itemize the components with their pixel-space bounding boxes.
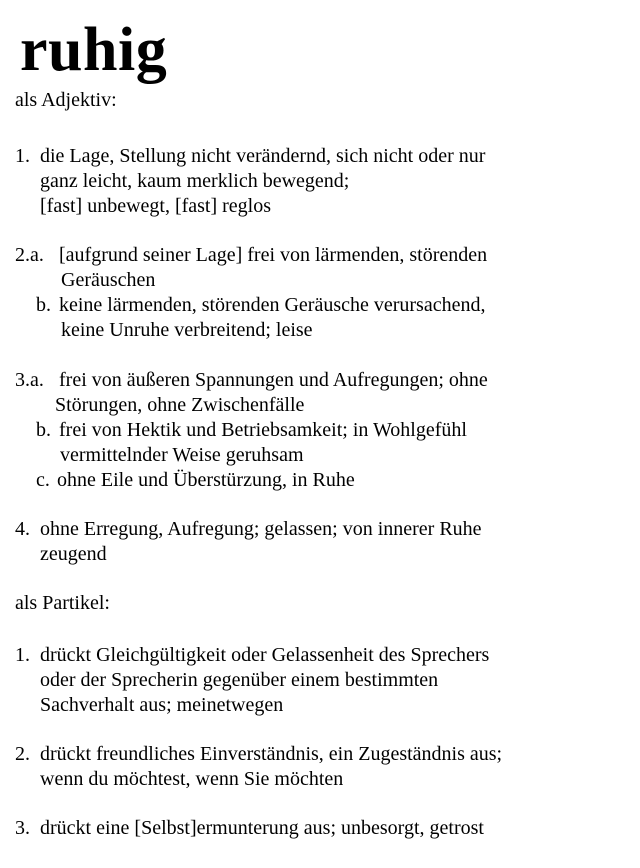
- adjective-sense-2a: [15, 243, 625, 293]
- sense-line: ohne Eile und Überstürzung, in Ruhe: [57, 469, 355, 491]
- particle-sense-3: [15, 816, 625, 841]
- sense-line: oder der Sprecherin gegenüber einem bestimmten: [40, 669, 439, 691]
- adjective-sense-3c: [36, 468, 626, 493]
- adjective-sense-1: [15, 144, 625, 219]
- sense-line: wenn du möchtest, wenn Sie möchten: [40, 768, 344, 790]
- sense-line: ohne Erregung, Aufregung; gelassen; von innerer Ruhe: [40, 518, 482, 540]
- particle-sense-2: [15, 742, 625, 792]
- sense-line: drückt freundliches Einverständnis, ein Zugeständnis aus;: [40, 743, 503, 765]
- sense-line: ganz leicht, kaum merklich bewegend;: [40, 170, 350, 192]
- headword: ruhig: [20, 16, 168, 84]
- adjective-sense-4: [15, 517, 625, 567]
- adjective-sense-2b: [36, 293, 626, 343]
- sense-line: die Lage, Stellung nicht verändernd, sich nicht oder nur: [40, 145, 486, 167]
- sense-line: vermittelnder Weise geruhsam: [60, 444, 304, 466]
- sense-line: keine Unruhe verbreitend; leise: [61, 319, 313, 341]
- adjective-sense-3b: [36, 418, 626, 468]
- sense-line: [aufgrund seiner Lage] frei von lärmenden, störenden: [59, 244, 488, 266]
- sense-line: drückt Gleichgültigkeit oder Gelassenheit des Sprechers: [40, 644, 490, 666]
- adjective-section-label: als Adjektiv:: [15, 89, 117, 111]
- sense-line: frei von äußeren Spannungen und Aufregungen; ohne: [59, 369, 488, 391]
- sense-line: drückt eine [Selbst]ermunterung aus; unbesorgt, getrost: [40, 817, 484, 839]
- sense-line: Sachverhalt aus; meinetwegen: [40, 694, 284, 716]
- sense-line: frei von Hektik und Betriebsamkeit; in Wohlgefühl: [59, 419, 467, 441]
- sense-number: 1.: [15, 644, 30, 666]
- sense-number: 2.: [15, 743, 30, 765]
- sense-line: zeugend: [40, 543, 107, 565]
- sense-line: Geräuschen: [61, 269, 156, 291]
- sense-number: b.: [36, 294, 51, 316]
- adjective-sense-3a: [15, 368, 625, 418]
- sense-number: 1.: [15, 145, 30, 167]
- sense-number: 2.a.: [15, 244, 44, 266]
- particle-section-label: als Partikel:: [15, 592, 110, 614]
- sense-number: 3.: [15, 817, 30, 839]
- sense-line: [fast] unbewegt, [fast] reglos: [40, 195, 272, 217]
- sense-number: 4.: [15, 518, 30, 540]
- sense-line: keine lärmenden, störenden Geräusche verursachend,: [59, 294, 486, 316]
- sense-line: Störungen, ohne Zwischenfälle: [55, 394, 305, 416]
- sense-number: 3.a.: [15, 369, 44, 391]
- sense-number: c.: [36, 469, 50, 491]
- sense-number: b.: [36, 419, 51, 441]
- particle-sense-1: [15, 643, 625, 718]
